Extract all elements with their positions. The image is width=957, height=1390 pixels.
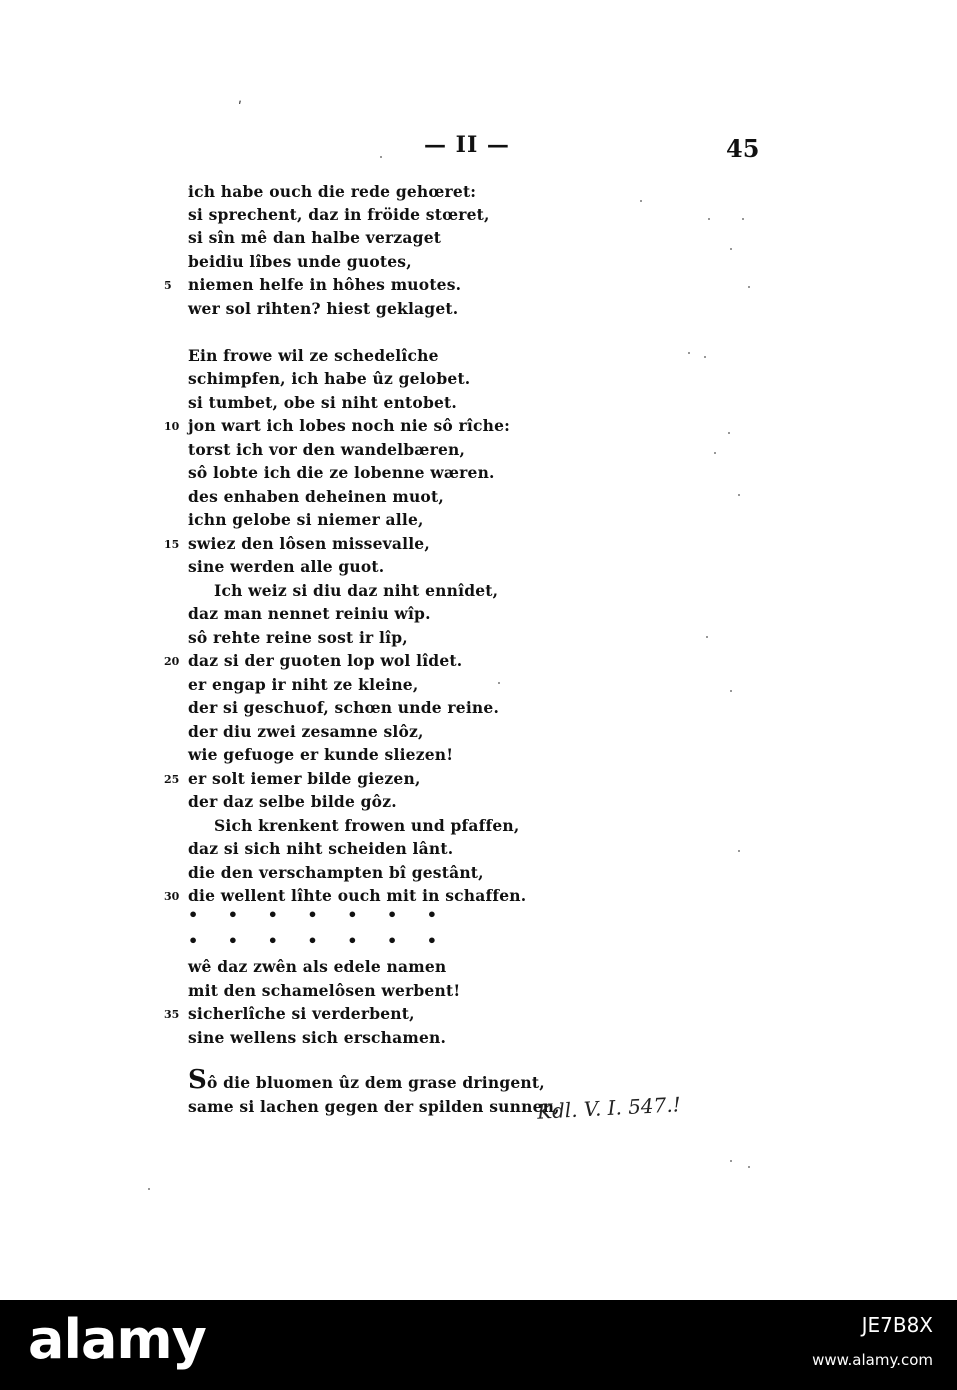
line-number: 5 bbox=[164, 279, 172, 292]
poem-line: ichn gelobe si niemer alle, bbox=[188, 510, 424, 529]
site-url: www.alamy.com bbox=[812, 1351, 933, 1369]
poem-line: der si geschuof, schœn unde reine. bbox=[188, 698, 500, 717]
poem-line: sicherlîche si verderbent, bbox=[188, 1004, 415, 1023]
scan-speck bbox=[738, 494, 740, 496]
lacuna-dots: • • • • • • • bbox=[188, 905, 450, 924]
poem-line: torst ich vor den wandelbæren, bbox=[188, 440, 466, 459]
poem-line: same si lachen gegen der spilden sunnen, bbox=[188, 1097, 560, 1116]
poem-line: Ein frowe wil ze schedelîche bbox=[188, 346, 439, 365]
scan-speck bbox=[742, 218, 744, 220]
lacuna-dots: • • • • • • • bbox=[188, 931, 450, 950]
scan-speck bbox=[688, 352, 690, 354]
scan-speck bbox=[730, 1160, 732, 1162]
poem-line: si sîn mê dan halbe verzaget bbox=[188, 228, 442, 247]
scan-speck bbox=[640, 200, 642, 202]
line-number: 15 bbox=[164, 538, 180, 551]
scan-speck bbox=[708, 218, 710, 220]
poem-line: wie gefuoge er kunde sliezen! bbox=[188, 745, 454, 764]
scan-speck bbox=[704, 356, 706, 358]
line-number: 35 bbox=[164, 1008, 180, 1021]
watermark-logo: alamy bbox=[28, 1308, 206, 1371]
scan-speck bbox=[714, 452, 716, 454]
line-number: 20 bbox=[164, 655, 180, 668]
poem-line: mit den schamelôsen werbent! bbox=[188, 981, 461, 1000]
poem-line: sô lobte ich die ze lobenne wæren. bbox=[188, 463, 495, 482]
scan-speck bbox=[728, 432, 730, 434]
line-number: 30 bbox=[164, 890, 180, 903]
scan-speck bbox=[706, 636, 708, 638]
poem-line: der diu zwei zesamne slôz, bbox=[188, 722, 424, 741]
poem-line: si tumbet, obe si niht entobet. bbox=[188, 393, 458, 412]
poem-line: wê daz zwên als edele namen bbox=[188, 957, 447, 976]
poem-line: er engap ir niht ze kleine, bbox=[188, 675, 419, 694]
image-code: JE7B8X bbox=[861, 1313, 933, 1337]
scan-speck bbox=[748, 1166, 750, 1168]
poem-line: daz man nennet reiniu wîp. bbox=[188, 604, 431, 623]
scan-speck bbox=[730, 248, 732, 250]
poem-line: die wellent lîhte ouch mit in schaffen. bbox=[188, 886, 527, 905]
poem-line: wer sol rihten? hiest geklaget. bbox=[188, 299, 459, 318]
scan-speck bbox=[748, 286, 750, 288]
poem-line: Sich krenkent frowen und pfaffen, bbox=[214, 816, 520, 835]
poem-line: sine werden alle guot. bbox=[188, 557, 385, 576]
scan-speck bbox=[738, 850, 740, 852]
poem-line: daz si sich niht scheiden lânt. bbox=[188, 839, 454, 858]
poem-line: Ich weiz si diu daz niht ennîdet, bbox=[214, 581, 499, 600]
line-number: 10 bbox=[164, 420, 180, 433]
ink-mark: ʹ bbox=[238, 100, 242, 116]
scan-speck bbox=[498, 682, 500, 684]
line-number: 25 bbox=[164, 773, 180, 786]
scan-speck bbox=[148, 1188, 150, 1190]
poem-line: daz si der guoten lop wol lîdet. bbox=[188, 651, 463, 670]
scan-speck bbox=[730, 690, 732, 692]
poem-line: niemen helfe in hôhes muotes. bbox=[188, 275, 462, 294]
section-ornament: — II — bbox=[424, 132, 510, 158]
poem-line-dropcap: Sô die bluomen ûz dem grase dringent, bbox=[188, 1065, 545, 1095]
page-number: 45 bbox=[726, 134, 760, 163]
poem-line: der daz selbe bilde gôz. bbox=[188, 792, 397, 811]
dropcap-letter: S bbox=[188, 1065, 207, 1095]
poem-line: si sprechent, daz in fröide stœret, bbox=[188, 205, 490, 224]
poem-line: jon wart ich lobes noch nie sô rîche: bbox=[188, 416, 511, 435]
poem-line: swiez den lôsen missevalle, bbox=[188, 534, 430, 553]
scan-speck bbox=[380, 156, 382, 158]
poem-line: sine wellens sich erschamen. bbox=[188, 1028, 447, 1047]
handwritten-annotation: Kdl. V. I. 547.! bbox=[536, 1092, 682, 1124]
poem-line: die den verschampten bî gestânt, bbox=[188, 863, 484, 882]
poem-line: sô rehte reine sost ir lîp, bbox=[188, 628, 408, 647]
poem-line: des enhaben deheinen muot, bbox=[188, 487, 444, 506]
poem-line: ich habe ouch die rede gehœret: bbox=[188, 182, 477, 201]
poem-line: beidiu lîbes unde guotes, bbox=[188, 252, 412, 271]
poem-line: schimpfen, ich habe ûz gelobet. bbox=[188, 369, 471, 388]
poem-line: er solt iemer bilde giezen, bbox=[188, 769, 421, 788]
